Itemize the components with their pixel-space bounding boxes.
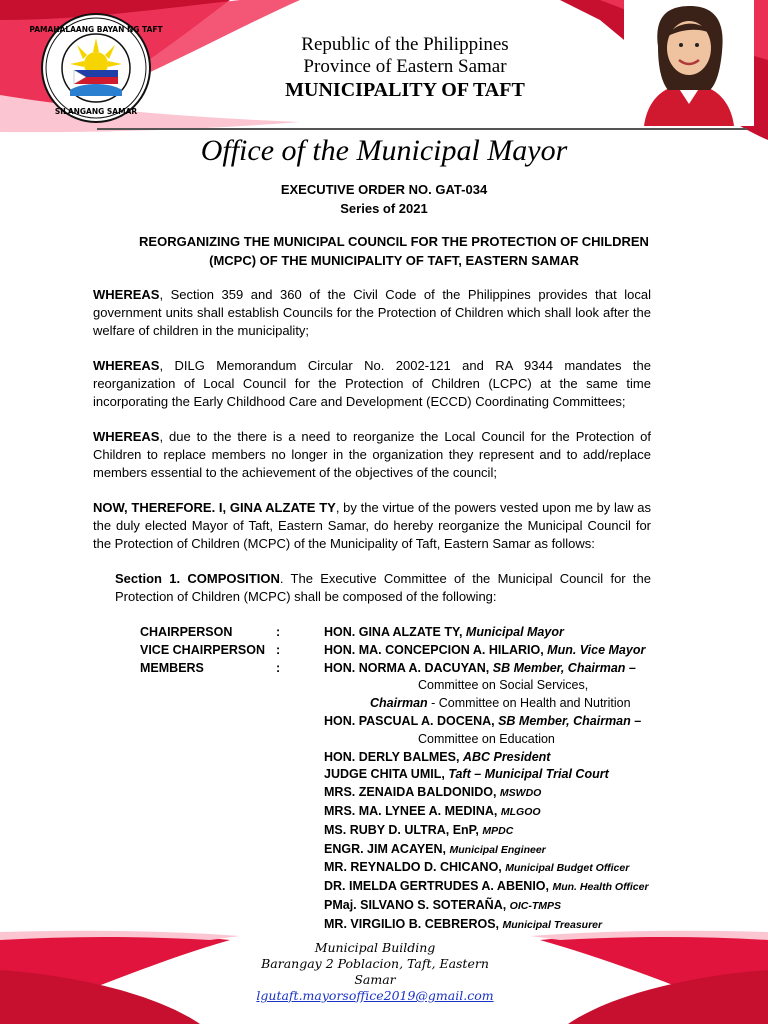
- email-link[interactable]: lgutaft.mayorsoffice2019@gmail.com: [256, 988, 494, 1003]
- whereas-text: , Section 359 and 360 of the Civil Code of the Philippines provides that local government units shall establish Councils for the Protection of Children which shall look after the welfare of children in the municipality;: [93, 287, 651, 338]
- member-name: MS. RUBY D. ULTRA, EnP, MPDC: [324, 822, 514, 837]
- list-item: [140, 660, 700, 678]
- committee-line: Committee on Education: [418, 731, 555, 746]
- footer-line: Barangay 2 Poblacion, Taft, Eastern: [261, 956, 489, 971]
- seal-ring-text-top: PAMAHALAANG BAYAN NG TAFT: [29, 25, 163, 34]
- role-label: MEMBERS: [140, 660, 204, 675]
- whereas-lead: WHEREAS: [93, 358, 160, 373]
- footer-address: [230, 940, 520, 1004]
- role-colon: :: [276, 625, 281, 639]
- member-name: PMaj. SILVANO S. SOTERAÑA, OIC-TMPS: [324, 897, 562, 912]
- order-title: REORGANIZING THE MUNICIPAL COUNCIL FOR THE PROTECTION OF CHILDREN (MCPC) OF THE MUNICIPALITY OF TAFT, EASTERN SAMAR: [139, 234, 649, 268]
- member-name: JUDGE CHITA UMIL, Taft – Municipal Trial Court: [324, 767, 609, 782]
- list-item: [140, 624, 700, 642]
- seal-ring-text-bottom: SILANGANG SAMAR: [54, 107, 138, 116]
- office-title: Office of the Municipal Mayor: [200, 134, 568, 167]
- member-name: HON. NORMA A. DACUYAN, SB Member, Chairman –: [324, 660, 636, 675]
- mayor-photo: [624, 0, 754, 126]
- member-name: ENGR. JIM ACAYEN, Municipal Engineer: [324, 841, 546, 856]
- whereas-text: , due to the there is a need to reorganize the Local Council for the Protection of Children to replace members no longer in the organization they represent and to add/replace members essential to the achievement of the objectives of the council;: [93, 429, 651, 480]
- section-1-text: . The Executive Committee of the Municipal Council for the Protection of Children (MCPC) shall be composed of the following:: [115, 571, 652, 604]
- section-1-paragraph: [115, 570, 651, 606]
- now-therefore-paragraph: [93, 499, 651, 553]
- member-name: HON. GINA ALZATE TY, Municipal Mayor: [324, 625, 564, 639]
- province-line: Province of Eastern Samar: [303, 56, 507, 77]
- member-name: HON. PASCUAL A. DOCENA, SB Member, Chairman –: [324, 713, 642, 728]
- whereas-paragraph: [93, 286, 651, 340]
- order-body: [93, 286, 651, 623]
- government-header: [250, 34, 560, 102]
- role-colon: :: [276, 642, 281, 657]
- now-therefore-text: , by the virtue of the powers vested upon me by law as the duly elected Mayor of Taft, Eastern Samar, do hereby reorganize the Municipal Council for the Protection of Children (MCPC) of the Municipality of Taft, Eastern Samar as follows:: [93, 500, 651, 551]
- municipal-seal-icon: [29, 12, 163, 124]
- role-colon: :: [276, 660, 281, 675]
- header-divider: [97, 128, 747, 130]
- member-name: HON. DERLY BALMES, ABC President: [324, 749, 551, 764]
- member-name: MRS. MA. LYNEE A. MEDINA, MLGOO: [324, 803, 541, 818]
- section-1-lead: Section 1. COMPOSITION: [115, 571, 280, 586]
- composition-list: [140, 624, 700, 935]
- order-number: EXECUTIVE ORDER NO. GAT-034: [280, 182, 488, 197]
- committee-line: Committee on Social Services,: [418, 678, 589, 693]
- member-name: MR. REYNALDO D. CHICANO, Municipal Budget Officer: [324, 860, 630, 875]
- member-name: MRS. ZENAIDA BALDONIDO, MSWDO: [324, 785, 542, 800]
- republic-line: Republic of the Philippines: [301, 34, 509, 55]
- whereas-paragraph: [93, 357, 651, 411]
- municipality-line: MUNICIPALITY OF TAFT: [285, 79, 525, 101]
- member-name: DR. IMELDA GERTRUDES A. ABENIO, Mun. Health Officer: [324, 879, 649, 894]
- order-series: Series of 2021: [340, 201, 428, 216]
- role-label: CHAIRPERSON: [140, 625, 233, 639]
- whereas-text: , DILG Memorandum Circular No. 2002-121 and RA 9344 mandates the reorganization of Local Council for the Protection of Children (LCPC) at the same time incorporating the Early Childhood Care and Development (ECCD) Coordinating Committees;: [93, 358, 651, 409]
- list-item: [140, 642, 700, 660]
- whereas-lead: WHEREAS: [93, 287, 160, 302]
- now-therefore-lead: NOW, THEREFORE. I, GINA ALZATE TY: [93, 500, 336, 515]
- whereas-paragraph: [93, 428, 651, 482]
- footer-line: Samar: [354, 972, 396, 987]
- footer-line: Municipal Building: [314, 940, 436, 955]
- whereas-lead: WHEREAS: [93, 429, 160, 444]
- order-heading: [0, 180, 768, 218]
- committee-line: Chairman - Committee on Health and Nutrition: [370, 696, 631, 711]
- member-name: MR. VIRGILIO B. CEBREROS, Municipal Treasurer: [324, 916, 603, 931]
- role-label: VICE CHAIRPERSON: [140, 642, 266, 657]
- member-name: HON. MA. CONCEPCION A. HILARIO, Mun. Vice Mayor: [324, 642, 646, 657]
